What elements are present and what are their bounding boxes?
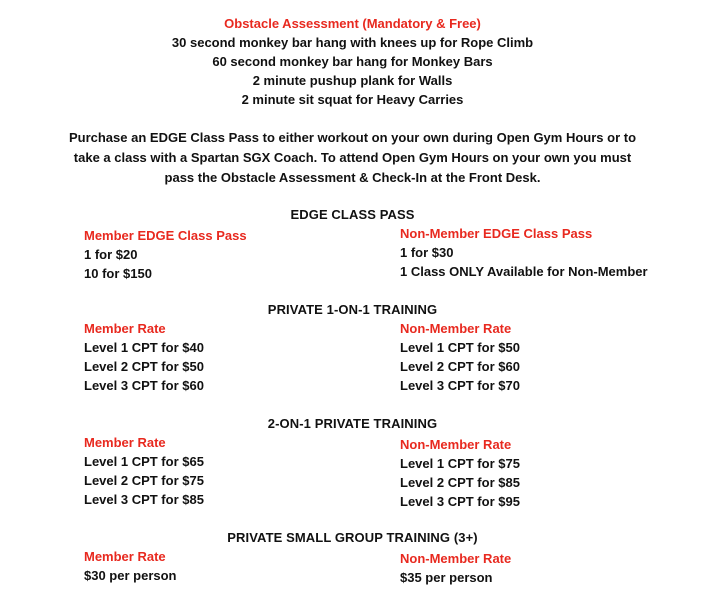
price-item: $30 per person	[84, 568, 177, 583]
member-rate-label: Member EDGE Class Pass	[84, 228, 247, 243]
member-small-group-column	[84, 547, 177, 585]
member-edge-pass-column	[84, 226, 247, 283]
member-2on1-column	[84, 433, 204, 509]
price-item: Level 2 CPT for $50	[84, 359, 204, 374]
price-item: Level 3 CPT for $85	[84, 492, 204, 507]
intro-line: pass the Obstacle Assessment & Check-In at the Front Desk.	[164, 170, 541, 185]
price-item: Level 1 CPT for $40	[84, 340, 204, 355]
price-item: Level 2 CPT for $85	[400, 475, 520, 490]
price-item: $35 per person	[400, 570, 493, 585]
non-member-edge-pass-column	[400, 224, 648, 281]
price-item: Level 3 CPT for $60	[84, 378, 204, 393]
non-member-rate-label: Non-Member Rate	[400, 437, 512, 452]
non-member-rate-label: Non-Member EDGE Class Pass	[400, 226, 593, 241]
assessment-line: 2 minute pushup plank for Walls	[252, 73, 453, 88]
section-heading-edge-class-pass: EDGE CLASS PASS	[290, 207, 415, 222]
obstacle-assessment-block	[0, 14, 705, 109]
obstacle-assessment-title: Obstacle Assessment (Mandatory & Free)	[224, 16, 481, 31]
price-item: 1 for $20	[84, 247, 138, 262]
intro-paragraph	[0, 128, 705, 188]
non-member-small-group-column	[400, 549, 511, 587]
section-heading-small-group: PRIVATE SMALL GROUP TRAINING (3+)	[227, 530, 478, 545]
price-item: 10 for $150	[84, 266, 152, 281]
intro-line: Purchase an EDGE Class Pass to either workout on your own during Open Gym Hours or to	[68, 130, 637, 145]
price-item: Level 1 CPT for $65	[84, 454, 204, 469]
non-member-1on1-column	[400, 319, 520, 395]
section-heading-private-1on1: PRIVATE 1-ON-1 TRAINING	[267, 302, 438, 317]
member-rate-label: Member Rate	[84, 549, 166, 564]
intro-line: take a class with a Spartan SGX Coach. To attend Open Gym Hours on your own you must	[73, 150, 632, 165]
section-heading-2on1: 2-ON-1 PRIVATE TRAINING	[267, 416, 438, 431]
price-item: Level 3 CPT for $70	[400, 378, 520, 393]
member-rate-label: Member Rate	[84, 321, 166, 336]
non-member-2on1-column	[400, 435, 520, 511]
price-item: Level 1 CPT for $50	[400, 340, 520, 355]
assessment-line: 30 second monkey bar hang with knees up for Rope Climb	[171, 35, 534, 50]
price-item: Level 3 CPT for $95	[400, 494, 520, 509]
price-item: 1 Class ONLY Available for Non-Member	[400, 264, 648, 279]
non-member-rate-label: Non-Member Rate	[400, 321, 512, 336]
assessment-line: 2 minute sit squat for Heavy Carries	[241, 92, 464, 107]
price-item: Level 2 CPT for $60	[400, 359, 520, 374]
member-1on1-column	[84, 319, 204, 395]
price-item: 1 for $30	[400, 245, 454, 260]
non-member-rate-label: Non-Member Rate	[400, 551, 512, 566]
member-rate-label: Member Rate	[84, 435, 166, 450]
price-item: Level 1 CPT for $75	[400, 456, 520, 471]
price-item: Level 2 CPT for $75	[84, 473, 204, 488]
assessment-line: 60 second monkey bar hang for Monkey Bars	[212, 54, 493, 69]
